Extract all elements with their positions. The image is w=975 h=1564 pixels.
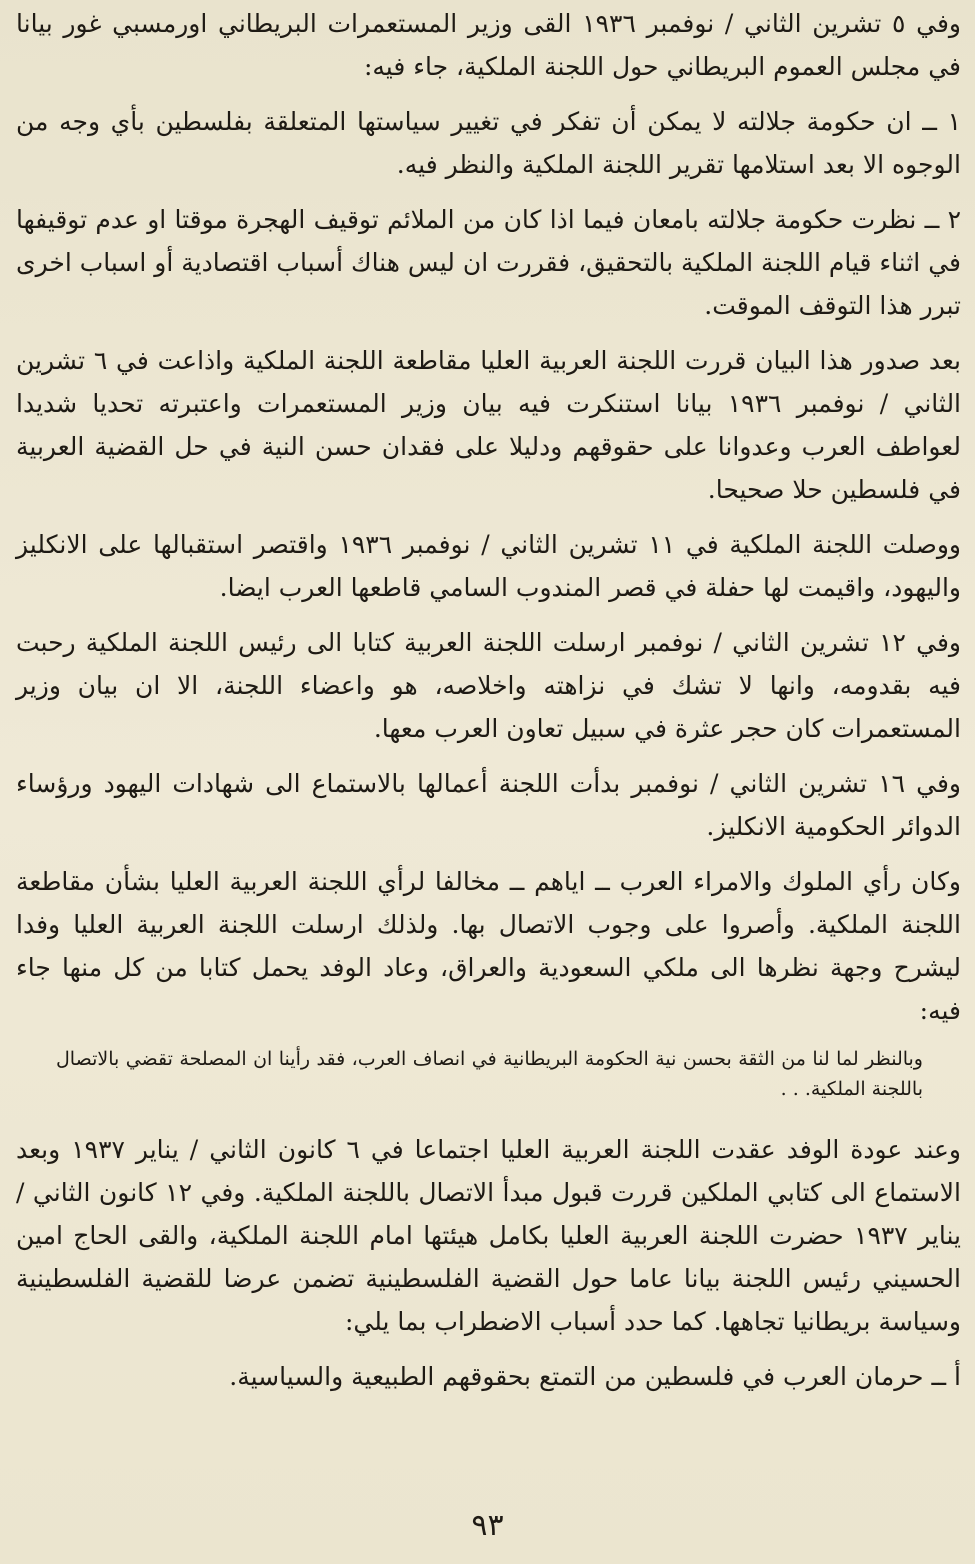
paragraph-hearings-begin: وفي ١٦ تشرين الثاني / نوفمبر بدأت اللجنة أعمالها بالاستماع الى شهادات اليهود ورؤساء الدوائر الحكومية الانكليز. [16, 769, 961, 841]
paragraph-letter-to-chairman: وفي ١٢ تشرين الثاني / نوفمبر ارسلت اللجنة العربية كتابا الى رئيس اللجنة الملكية رحبت فيه بقدومه، وانها لا تشك في نزاهته واخلاصه، هو واعضاء اللجنة، الا ان بيان وزير المستعمرات كان حجر عثرة في سبيل تعاون العرب معها. [16, 628, 961, 743]
paragraph-delegation-return: وعند عودة الوفد عقدت اللجنة العربية العليا اجتماعا في ٦ كانون الثاني / يناير ١٩٣٧ وبعد الاستماع الى كتابي الملكين قررت قبول مبدأ الاتصال باللجنة الملكية. وفي ١٢ كانون الثاني / يناير ١٩٣٧ حضرت اللجنة العربية العليا بكامل هيئتها امام اللجنة الملكية، والقى الحاج امين الحسيني رئيس اللجنة بيانا عاما حول القضية الفلسطينية تضمن عرضا للقضية الفلسطينية وسياسة بريطانيا تجاهها. كما حدد أسباب الاضطراب بما يلي: [16, 1135, 961, 1336]
paragraph-boycott-decision: بعد صدور هذا البيان قررت اللجنة العربية العليا مقاطعة اللجنة الملكية واذاعت في ٦ تشرين الثاني / نوفمبر ١٩٣٦ بيانا استنكرت فيه بيان وزير المستعمرات واعتبرته تحديا شديدا لعواطف العرب وعدوانا على حقوقهم ودليلا على فقدان حسن النية في حل القضية العربية في فلسطين حلا صحيحا. [16, 346, 962, 504]
paragraph-kings-opinion: وكان رأي الملوك والامراء العرب ــ اياهم ــ مخالفا لرأي اللجنة العربية العليا بشأن مقاطعة اللجنة الملكية. وأصروا على وجوب الاتصال بها. ولذلك ارسلت اللجنة العربية العليا وفدا ليشرح وجهة نظرها الى ملكي السعودية والعراق، وعاد الوفد يحمل كتابا من كل منها جاء فيه: [16, 867, 961, 1025]
paragraph-cause-a: أ ــ حرمان العرب في فلسطين من التمتع بحقوقهم الطبيعية والسياسية. [229, 1362, 961, 1391]
block-quote: وبالنظر لما لنا من الثقة بحسن نية الحكومة البريطانية في انصاف العرب، فقد رأينا ان المصلحة تقضي بالاتصال باللجنة الملكية. . . [56, 1048, 923, 1100]
page-number: ٩٣ [471, 1508, 504, 1543]
paragraph-gore-statement: وفي ٥ تشرين الثاني / نوفمبر ١٩٣٦ القى وزير المستعمرات البريطاني اورمسبي غور بيانا في مجلس العموم البريطاني حول اللجنة الملكية، جاء فيه: [16, 9, 961, 81]
page-body [16, 2, 961, 1398]
paragraph-commission-arrival: ووصلت اللجنة الملكية في ١١ تشرين الثاني / نوفمبر ١٩٣٦ واقتصر استقبالها على الانكليز واليهود، واقيمت لها حفلة في قصر المندوب السامي قاطعها العرب ايضا. [16, 530, 961, 602]
paragraph-point-1: ١ ــ ان حكومة جلالته لا يمكن أن تفكر في تغيير سياستها المتعلقة بفلسطين بأي وجه من الوجوه الا بعد استلامها تقرير اللجنة الملكية والنظر فيه. [16, 107, 961, 179]
paragraph-point-2: ٢ ــ نظرت حكومة جلالته بامعان فيما اذا كان من الملائم توقيف الهجرة موقتا او عدم توقيفها في اثناء قيام اللجنة الملكية بالتحقيق، فقررت ان ليس هناك أسباب اقتصادية أو اسباب اخرى تبرر هذا التوقف الموقت. [16, 205, 961, 320]
